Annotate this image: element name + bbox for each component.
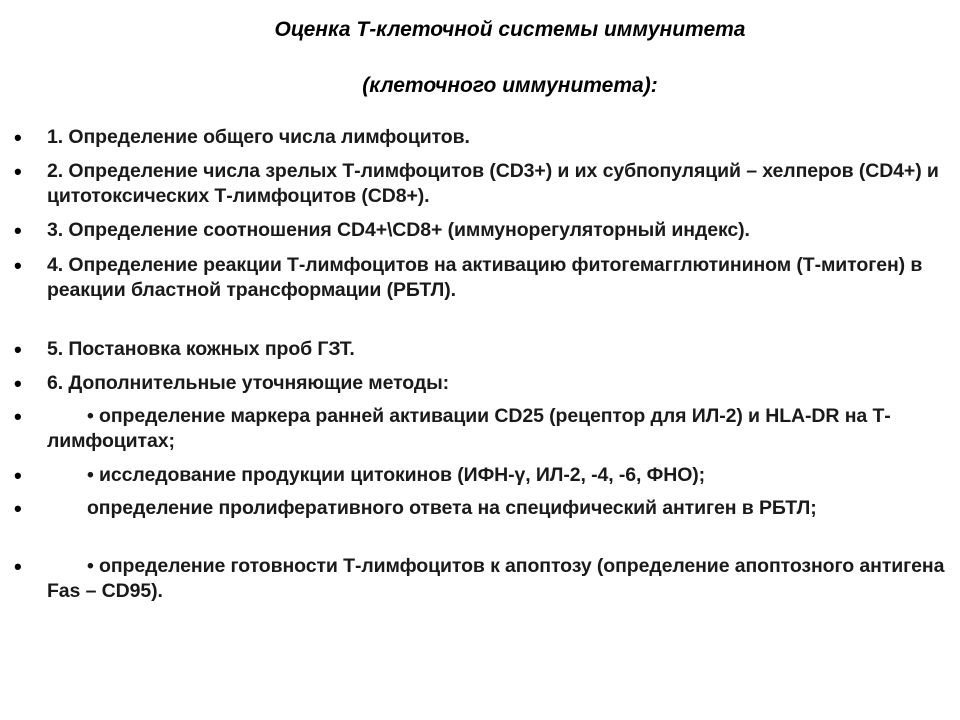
bullet-icon: •: [14, 554, 22, 579]
list-item-text: • определение маркера ранней активации CD25 (рецептор для ИЛ-2) и HLA-DR на Т-лимфоцитах;: [47, 405, 891, 452]
bullet-icon: •: [14, 404, 22, 429]
bullet-icon: •: [14, 496, 22, 521]
list-item-text: 3. Определение соотношения CD4+\CD8+ (иммунорегуляторный индекс).: [47, 219, 750, 241]
bullet-icon: •: [14, 159, 22, 184]
bullet-icon: •: [14, 337, 22, 362]
list-item-text: • определение готовности Т-лимфоцитов к апоптозу (определение апоптозного антигена Fas – CD95).: [47, 555, 945, 602]
list-item-text: определение пролиферативного ответа на специфический антиген в РБТЛ;: [87, 497, 817, 519]
slide-title-line-1: Оценка Т-клеточной системы иммунитета: [274, 18, 746, 41]
list-item-text: 2. Определение числа зрелых Т-лимфоцитов (CD3+) и их субпопуляций – хелперов (CD4+) и цитотоксических Т-лимфоцитов (CD8+).: [47, 160, 939, 207]
bullet-icon: •: [14, 125, 22, 150]
list-item-text: 1. Определение общего числа лимфоцитов.: [47, 126, 470, 148]
bullet-icon: •: [14, 463, 22, 488]
bullet-icon: •: [14, 218, 22, 243]
bullet-icon: •: [14, 371, 22, 396]
list-item-text: 4. Определение реакции Т-лимфоцитов на активацию фитогемагглютинином (Т-митоген) в реакции бластной трансформации (РБТЛ).: [47, 254, 923, 301]
list-item-text: 5. Постановка кожных проб ГЗТ.: [47, 338, 355, 360]
slide-title-line-2: (клеточного иммунитета):: [362, 74, 658, 97]
list-item-text: • исследование продукции цитокинов (ИФН-γ, ИЛ-2, -4, -6, ФНО);: [87, 464, 706, 486]
list-item-text: 6. Дополнительные уточняющие методы:: [47, 372, 450, 394]
bullet-icon: •: [14, 253, 22, 278]
